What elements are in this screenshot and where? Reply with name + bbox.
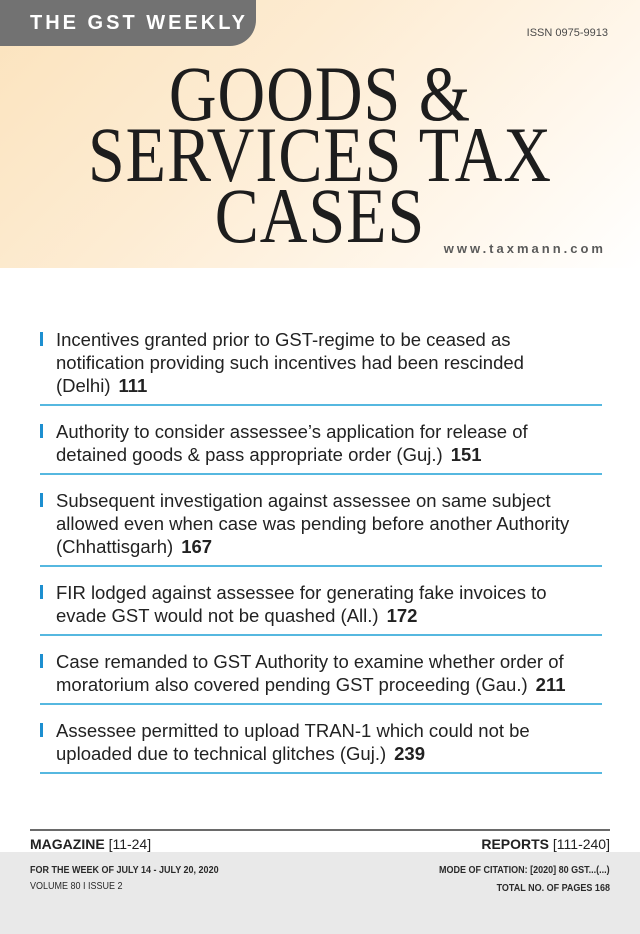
- website-url[interactable]: www.taxmann.com: [443, 241, 606, 256]
- title-line-2: SERVICES TAX: [87, 112, 553, 199]
- title-line-1: GOODS &: [168, 51, 472, 138]
- footer-divider: [30, 829, 610, 831]
- page-number: 167: [181, 536, 213, 557]
- footer-section-band: [30, 832, 610, 854]
- magazine-range: MAGAZINE [11-24]: [30, 836, 152, 852]
- page-number: 239: [394, 743, 425, 764]
- publication-tag: THE GST WEEKLY: [0, 0, 256, 46]
- title-line-3: CASES: [214, 173, 426, 260]
- cover-header: [0, 0, 640, 268]
- item-text: FIR lodged against assessee for generating fake invoices to evade GST would not be quashed (All.): [56, 582, 547, 626]
- list-item[interactable]: [40, 483, 602, 567]
- headnote-list: [40, 322, 602, 782]
- list-item[interactable]: [40, 414, 602, 475]
- item-text: Subsequent investigation against assessee on same subject allowed even when case was pending before another Authority (Chhattisgarh): [56, 490, 570, 557]
- reports-range: REPORTS [111-240]: [481, 836, 610, 852]
- issue-week: FOR THE WEEK OF JULY 14 - JULY 20, 2020: [30, 865, 219, 876]
- page-number: 151: [450, 444, 482, 465]
- item-text: Authority to consider assessee’s application for release of detained goods & pass appropriate order (Guj.): [56, 421, 528, 465]
- page-number: 111: [118, 375, 148, 396]
- total-pages: TOTAL NO. OF PAGES 168: [496, 883, 610, 894]
- issn-number: ISSN 0975-9913: [526, 27, 608, 39]
- page-number: 172: [386, 605, 418, 626]
- item-text: Incentives granted prior to GST-regime to be ceased as notification providing such incentives had been rescinded (Delhi): [56, 329, 524, 396]
- item-text: Assessee permitted to upload TRAN-1 which could not be uploaded due to technical glitches (Guj.): [56, 720, 530, 764]
- item-text: Case remanded to GST Authority to examine whether order of moratorium also covered pending GST proceeding (Gau.): [56, 651, 564, 695]
- volume-issue: VOLUME 80 I ISSUE 2: [30, 881, 123, 892]
- list-item[interactable]: [40, 575, 602, 636]
- list-item[interactable]: [40, 322, 602, 406]
- citation-mode: MODE OF CITATION: [2020] 80 GST...(...): [439, 865, 610, 876]
- page-number: 211: [535, 674, 566, 695]
- list-item[interactable]: [40, 713, 602, 774]
- list-item[interactable]: [40, 644, 602, 705]
